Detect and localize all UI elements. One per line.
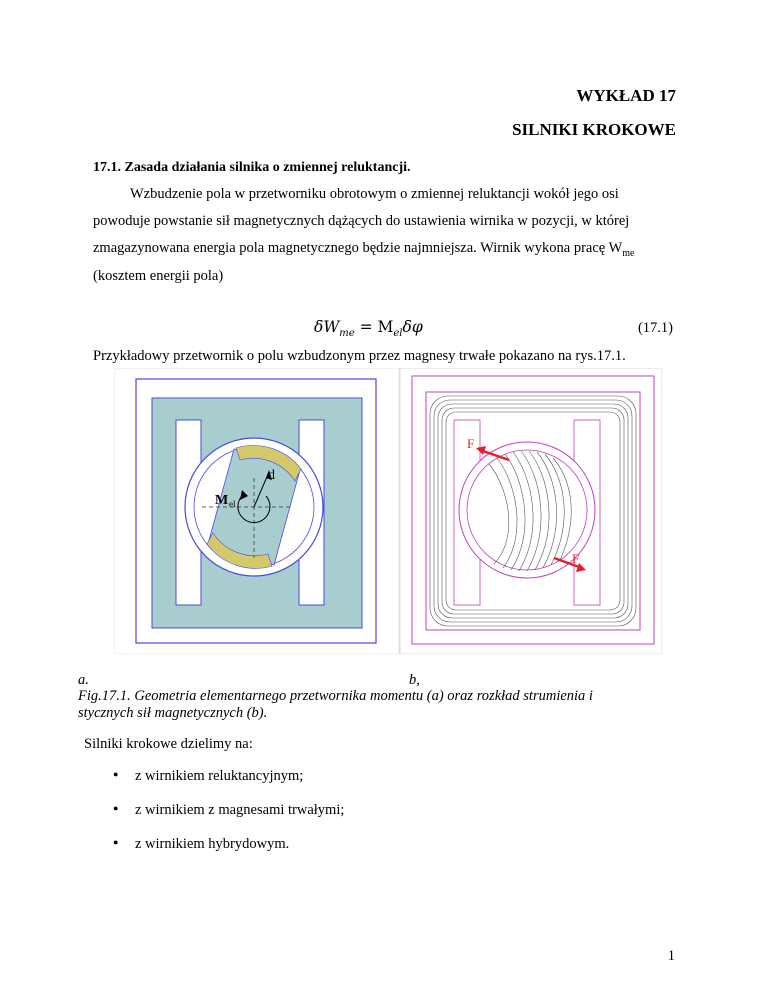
equation: $\delta W_{me} = M_{el}\delta\varphi$ bbox=[314, 318, 423, 340]
list-intro: Silniki krokowe dzielimy na: bbox=[84, 736, 253, 752]
paragraph-line-3: zmagazynowana energia pola magnetycznego będzie najmniejsza. Wirnik wykona pracę $W_{me}$ bbox=[93, 240, 635, 259]
list-item: ● z wirnikiem z magnesami trwałymi; bbox=[93, 802, 344, 836]
figure-intro-text: Przykładowy przetwornik o polu wzbudzonym przez magnesy trwałe pokazano na rys.17.1. bbox=[93, 348, 626, 364]
label-F-bottom: F bbox=[572, 551, 580, 566]
figure-label-b: b, bbox=[409, 672, 420, 688]
panel-b-flux bbox=[400, 368, 662, 654]
figure-17-1 bbox=[114, 368, 662, 654]
label-d: d bbox=[268, 468, 275, 483]
figure-caption-line-1: Fig.17.1. Geometria elementarnego przetwornika momentu (a) oraz rozkład strumienia i bbox=[78, 688, 593, 704]
equation-number: (17.1) bbox=[637, 320, 673, 336]
page-number: 1 bbox=[667, 948, 675, 964]
motor-types-list bbox=[93, 768, 344, 870]
paragraph-line-2: powoduje powstanie sił magnetycznych dążących do ustawienia wirnika w pozycji, w której bbox=[93, 213, 630, 229]
lecture-number: WYKŁAD 17 bbox=[576, 86, 676, 105]
section-heading: 17.1. Zasada działania silnika o zmiennej reluktancji. bbox=[93, 160, 411, 175]
paragraph-line-4: (kosztem energii pola) bbox=[93, 268, 224, 284]
paragraph-line-3-subscript: me bbox=[622, 247, 635, 259]
list-item: ● z wirnikiem hybrydowym. bbox=[93, 836, 344, 870]
panel-a-geometry bbox=[114, 368, 399, 654]
list-item: ● z wirnikiem reluktancyjnym; bbox=[93, 768, 344, 802]
equation-row bbox=[0, 318, 768, 342]
label-M-subscript: el bbox=[229, 499, 236, 509]
paragraph-line-1: Wzbudzenie pola w przetworniku obrotowym o zmiennej reluktancji wokół jego osi bbox=[130, 186, 619, 202]
figure-caption-line-2: stycznych sił magnetycznych (b). bbox=[78, 705, 268, 721]
page-title: SILNIKI KROKOWE bbox=[512, 120, 676, 139]
label-F-top: F bbox=[467, 436, 475, 451]
label-M: M bbox=[215, 493, 229, 508]
figure-drawing bbox=[114, 368, 662, 654]
figure-label-a: a. bbox=[78, 672, 89, 688]
